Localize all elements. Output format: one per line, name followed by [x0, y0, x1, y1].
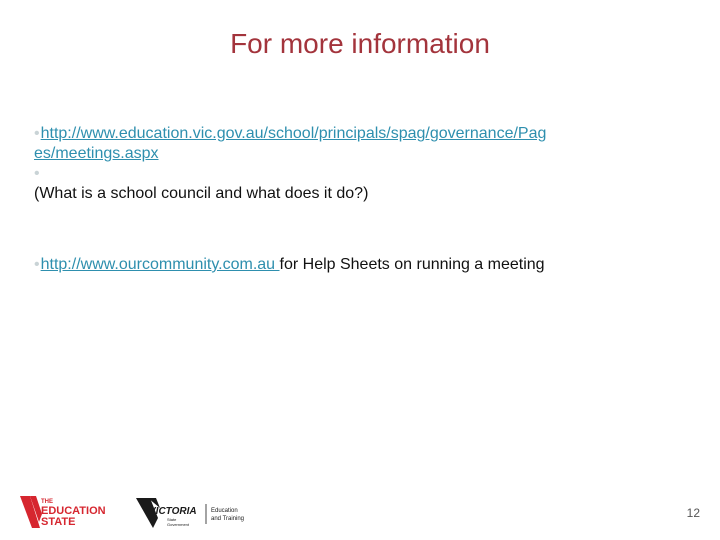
logo2-dept1: Education — [211, 508, 238, 514]
education-link-continued[interactable]: es/meetings.aspx — [34, 145, 159, 162]
page-number: 12 — [686, 506, 700, 520]
info-item-2 — [34, 255, 545, 275]
slide-title: For more information — [230, 28, 490, 59]
bullet-icon: • — [34, 125, 40, 142]
info-text: for Help Sheets on running a meeting — [279, 256, 545, 273]
bullet-icon: • — [34, 165, 40, 182]
logo1-line2: EDUCATION — [41, 505, 106, 517]
education-state-logo — [20, 496, 106, 528]
logo2-sub1: State — [167, 517, 177, 522]
content-area — [34, 124, 694, 273]
victoria-logo — [136, 498, 244, 528]
logo2-sub2: Government — [167, 522, 190, 527]
logo1-line3: STATE — [41, 516, 76, 528]
ourcommunity-link[interactable]: http://www.ourcommunity.com.au — [40, 256, 280, 273]
info-item-1 — [34, 124, 694, 204]
education-link[interactable]: http://www.education.vic.gov.au/school/principals/spag/governance/Pag — [40, 125, 547, 142]
logo1-line1: THE — [41, 499, 53, 505]
bullet-icon: • — [34, 256, 40, 273]
logo2-name: VICTORIA — [149, 506, 197, 517]
footer-logos — [20, 492, 280, 532]
info-note: (What is a school council and what does it do?) — [34, 185, 369, 202]
logo2-dept2: and Training — [211, 516, 245, 522]
